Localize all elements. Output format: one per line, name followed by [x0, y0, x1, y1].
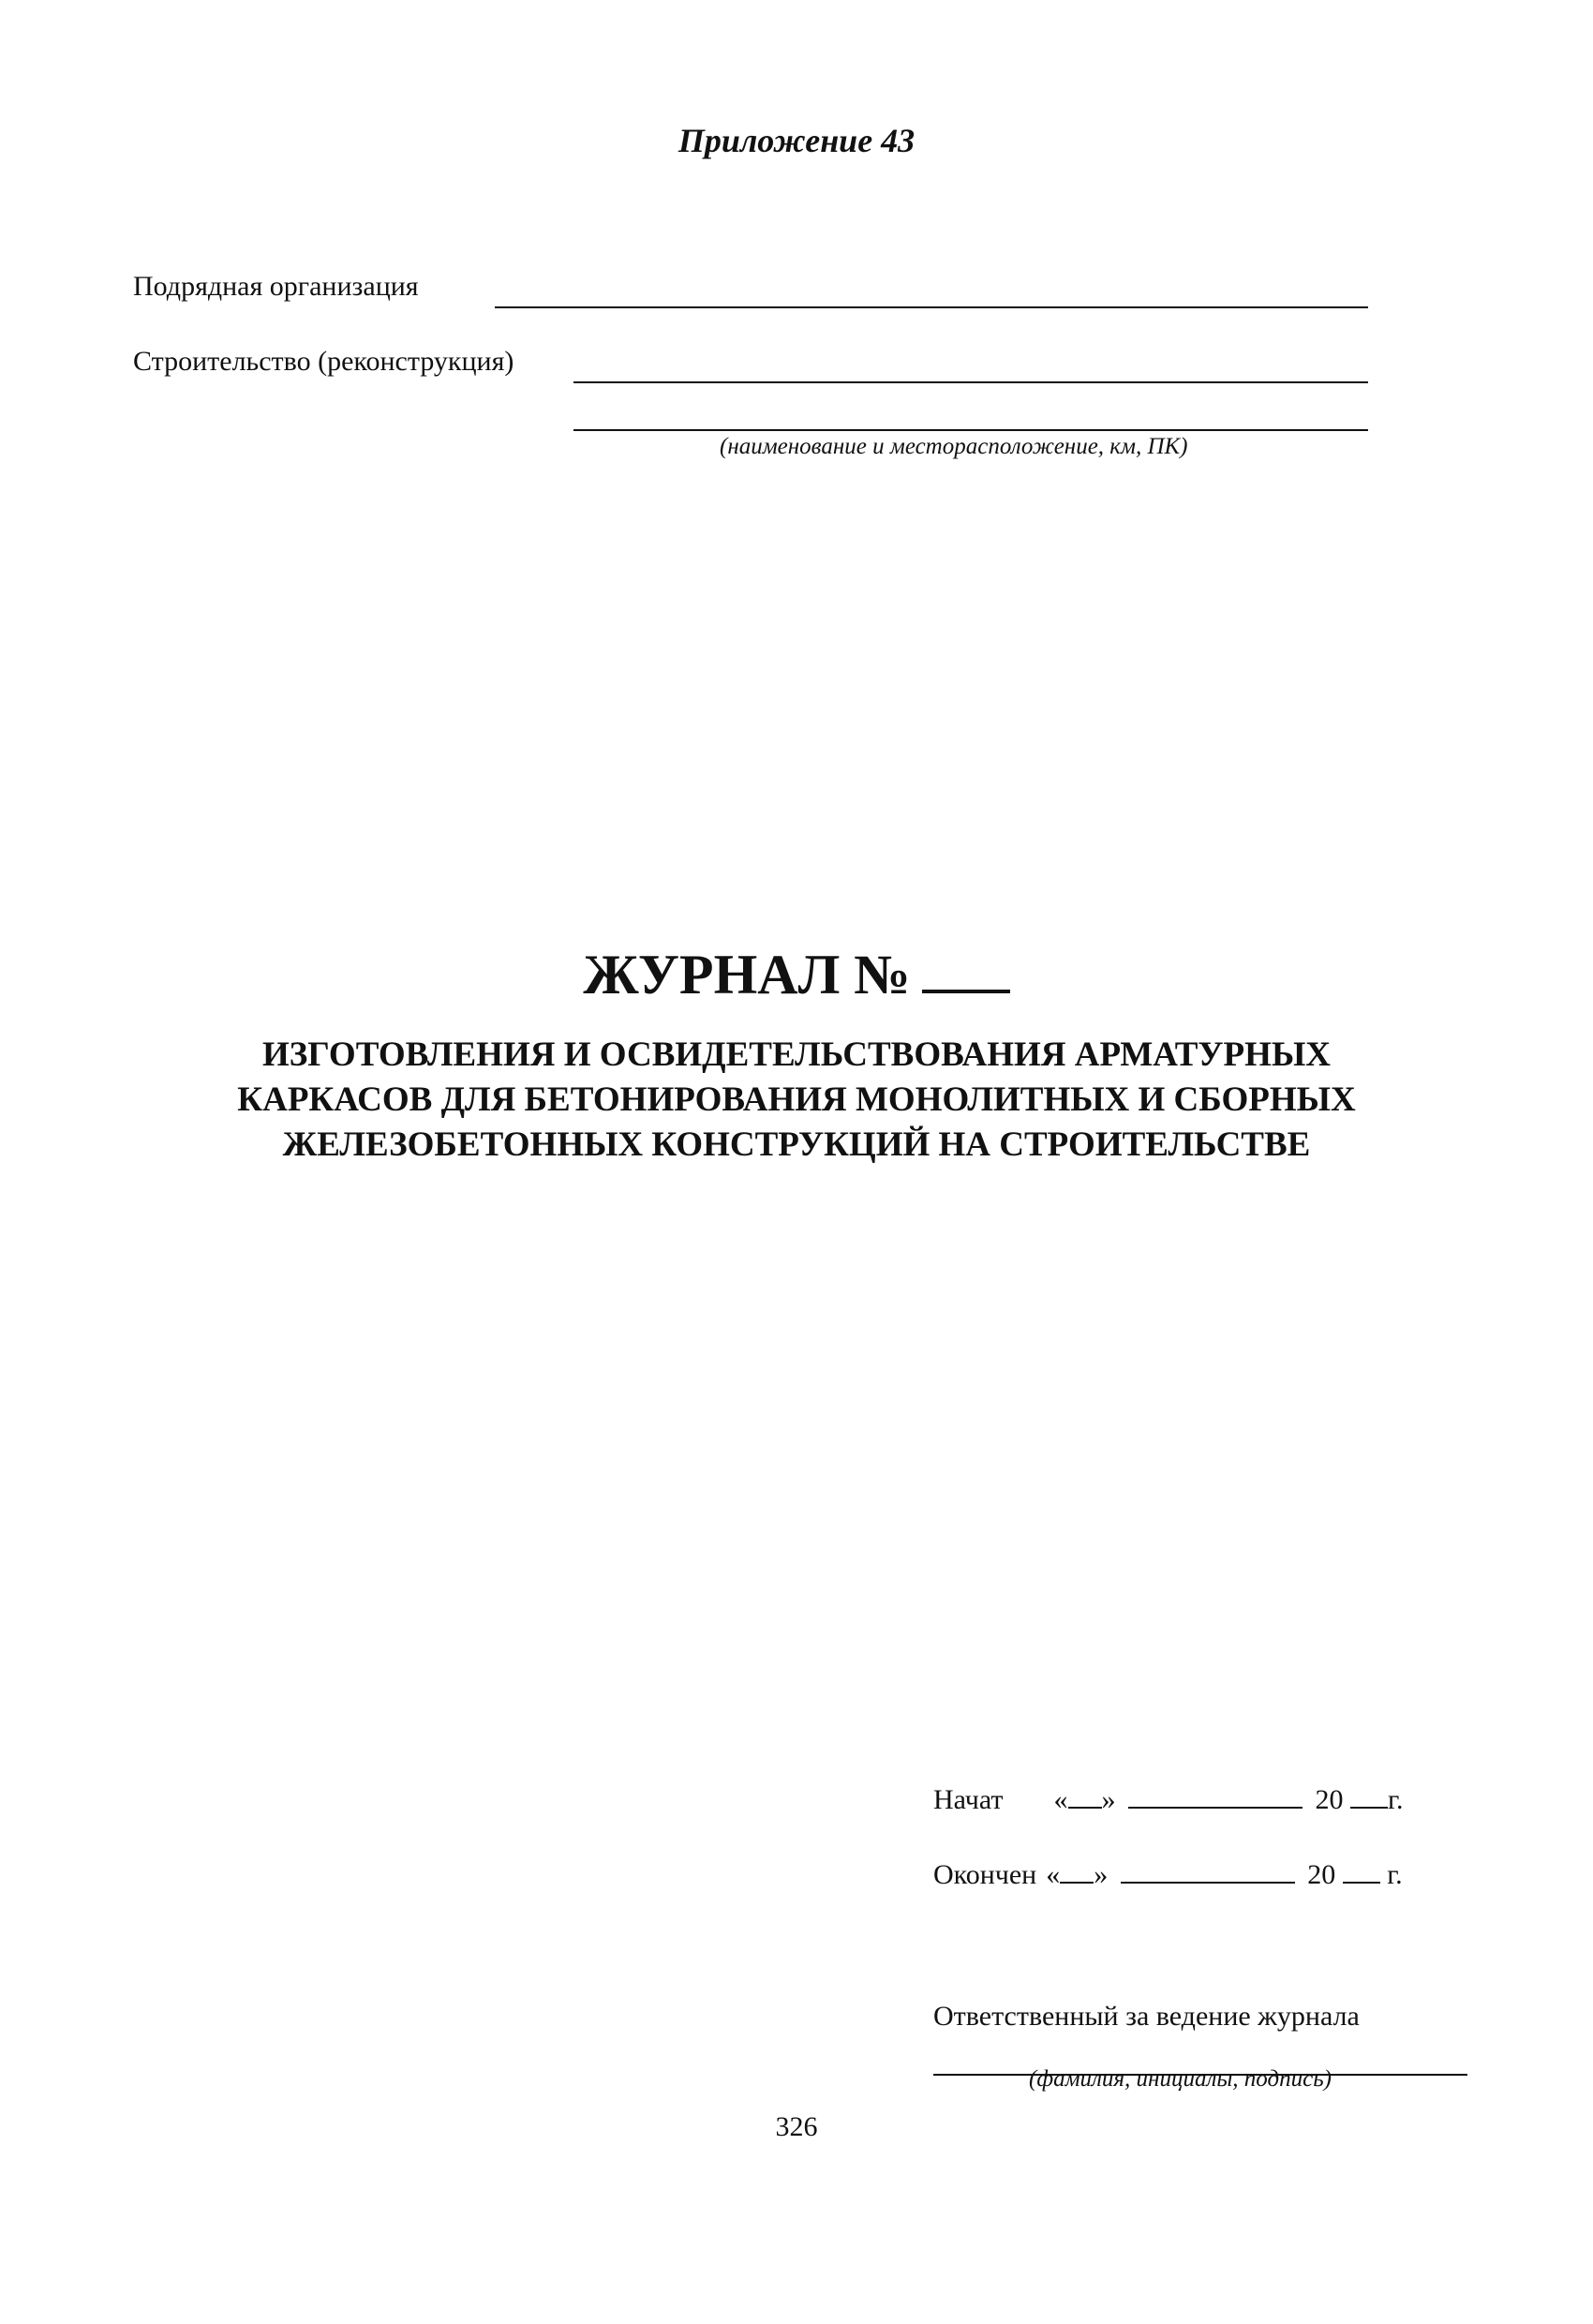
construction-caption: (наименование и месторасположение, км, ПК): [720, 434, 1188, 459]
responsible-label: Ответственный за ведение журнала: [933, 2001, 1360, 2032]
subtitle-line: ИЗГОТОВЛЕНИЯ И ОСВИДЕТЕЛЬСТВОВАНИЯ АРМАТУРНЫХ: [261, 1035, 1331, 1074]
journal-title: [0, 941, 1593, 1007]
construction-field-line[interactable]: [573, 381, 1368, 383]
contractor-field-line[interactable]: [495, 306, 1368, 308]
finished-month-field[interactable]: [1121, 1855, 1295, 1884]
responsible-caption: (фамилия, инициалы, подпись): [1029, 2066, 1332, 2092]
year-prefix: 20: [1315, 1784, 1344, 1815]
year-prefix: 20: [1307, 1859, 1336, 1890]
construction-label: Строительство (реконструкция): [133, 346, 514, 377]
started-date-row: [933, 1780, 1403, 1817]
finished-date-row: [933, 1855, 1403, 1892]
year-suffix: г.: [1388, 1784, 1404, 1815]
started-year-field[interactable]: [1350, 1780, 1388, 1809]
open-quote: «: [1046, 1859, 1061, 1890]
journal-title-text: ЖУРНАЛ №: [583, 944, 911, 1006]
open-quote: «: [1053, 1784, 1068, 1815]
started-label: Начат: [933, 1784, 1004, 1815]
finished-year-field[interactable]: [1343, 1855, 1380, 1884]
journal-subtitle: [0, 1033, 1593, 1168]
close-quote: »: [1101, 1784, 1116, 1815]
subtitle-line: ЖЕЛЕЗОБЕТОННЫХ КОНСТРУКЦИЙ НА СТРОИТЕЛЬСТВЕ: [282, 1125, 1311, 1164]
page-number: 326: [775, 2111, 818, 2142]
contractor-label: Подрядная организация: [133, 271, 419, 302]
journal-number-field[interactable]: [922, 941, 1010, 993]
appendix-title: Приложение 43: [677, 122, 916, 159]
started-month-field[interactable]: [1128, 1780, 1303, 1809]
construction-field-line-2[interactable]: [573, 429, 1368, 431]
year-suffix: г.: [1387, 1859, 1403, 1890]
started-day-field[interactable]: [1068, 1780, 1102, 1809]
subtitle-line: КАРКАСОВ ДЛЯ БЕТОНИРОВАНИЯ МОНОЛИТНЫХ И СБОРНЫХ: [237, 1080, 1356, 1119]
finished-label: Окончен: [933, 1859, 1037, 1890]
close-quote: »: [1094, 1859, 1109, 1890]
finished-day-field[interactable]: [1060, 1855, 1094, 1884]
